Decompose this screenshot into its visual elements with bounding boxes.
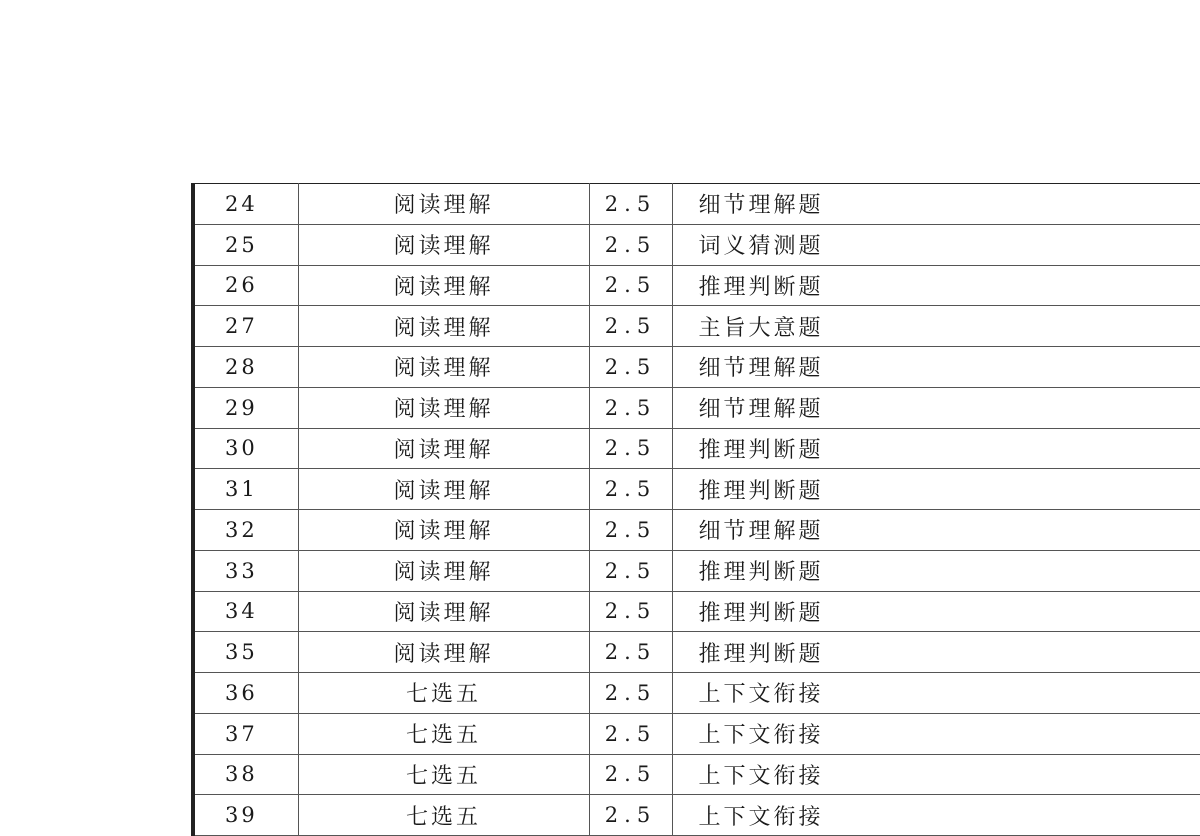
score-cell: 2.5: [589, 469, 672, 510]
table-row: [193, 265, 1200, 306]
score-cell: 2.5: [589, 795, 672, 836]
score-cell: 2.5: [589, 673, 672, 714]
question-number-cell: 24: [193, 184, 298, 225]
table-body: [193, 184, 1200, 836]
question-number-cell: 25: [193, 224, 298, 265]
table-row: [193, 469, 1200, 510]
question-type-cell: 细节理解题: [672, 510, 1200, 551]
table-row: [193, 713, 1200, 754]
question-number-cell: 26: [193, 265, 298, 306]
table-row: [193, 632, 1200, 673]
table-row: [193, 387, 1200, 428]
question-type-cell: 主旨大意题: [672, 306, 1200, 347]
question-number-cell: 28: [193, 347, 298, 388]
score-cell: 2.5: [589, 224, 672, 265]
question-number-cell: 38: [193, 754, 298, 795]
question-number-cell: 32: [193, 510, 298, 551]
section-cell: 阅读理解: [298, 265, 589, 306]
section-cell: 阅读理解: [298, 591, 589, 632]
section-cell: 阅读理解: [298, 306, 589, 347]
table-row: [193, 184, 1200, 225]
section-cell: 七选五: [298, 713, 589, 754]
section-cell: 阅读理解: [298, 224, 589, 265]
score-cell: 2.5: [589, 713, 672, 754]
table-row: [193, 428, 1200, 469]
question-number-cell: 34: [193, 591, 298, 632]
section-cell: 阅读理解: [298, 469, 589, 510]
table-row: [193, 224, 1200, 265]
section-cell: 阅读理解: [298, 632, 589, 673]
table-row: [193, 510, 1200, 551]
question-number-cell: 36: [193, 673, 298, 714]
section-cell: 阅读理解: [298, 387, 589, 428]
score-cell: 2.5: [589, 591, 672, 632]
question-number-cell: 33: [193, 550, 298, 591]
section-cell: 阅读理解: [298, 510, 589, 551]
question-score-table: [191, 183, 1200, 836]
section-cell: 阅读理解: [298, 428, 589, 469]
question-number-cell: 31: [193, 469, 298, 510]
question-type-cell: 推理判断题: [672, 550, 1200, 591]
table-row: [193, 550, 1200, 591]
score-cell: 2.5: [589, 510, 672, 551]
question-type-cell: 细节理解题: [672, 387, 1200, 428]
question-type-cell: 词义猜测题: [672, 224, 1200, 265]
table-row: [193, 673, 1200, 714]
score-cell: 2.5: [589, 306, 672, 347]
section-cell: 七选五: [298, 795, 589, 836]
question-number-cell: 37: [193, 713, 298, 754]
score-cell: 2.5: [589, 387, 672, 428]
question-type-cell: 细节理解题: [672, 347, 1200, 388]
question-type-cell: 推理判断题: [672, 591, 1200, 632]
question-type-cell: 推理判断题: [672, 428, 1200, 469]
question-type-cell: 推理判断题: [672, 469, 1200, 510]
score-cell: 2.5: [589, 347, 672, 388]
score-cell: 2.5: [589, 184, 672, 225]
section-cell: 七选五: [298, 754, 589, 795]
question-type-cell: 上下文衔接: [672, 795, 1200, 836]
question-number-cell: 30: [193, 428, 298, 469]
question-type-cell: 上下文衔接: [672, 673, 1200, 714]
table-row: [193, 754, 1200, 795]
score-cell: 2.5: [589, 754, 672, 795]
question-type-cell: 上下文衔接: [672, 754, 1200, 795]
score-cell: 2.5: [589, 632, 672, 673]
question-number-cell: 39: [193, 795, 298, 836]
section-cell: 阅读理解: [298, 550, 589, 591]
table-row: [193, 306, 1200, 347]
table-row: [193, 347, 1200, 388]
question-type-cell: 细节理解题: [672, 184, 1200, 225]
table-row: [193, 591, 1200, 632]
score-cell: 2.5: [589, 265, 672, 306]
section-cell: 阅读理解: [298, 184, 589, 225]
question-type-cell: 推理判断题: [672, 265, 1200, 306]
question-number-cell: 35: [193, 632, 298, 673]
section-cell: 七选五: [298, 673, 589, 714]
question-number-cell: 27: [193, 306, 298, 347]
question-type-cell: 上下文衔接: [672, 713, 1200, 754]
score-cell: 2.5: [589, 428, 672, 469]
question-number-cell: 29: [193, 387, 298, 428]
table-row: [193, 795, 1200, 836]
question-type-cell: 推理判断题: [672, 632, 1200, 673]
score-cell: 2.5: [589, 550, 672, 591]
section-cell: 阅读理解: [298, 347, 589, 388]
